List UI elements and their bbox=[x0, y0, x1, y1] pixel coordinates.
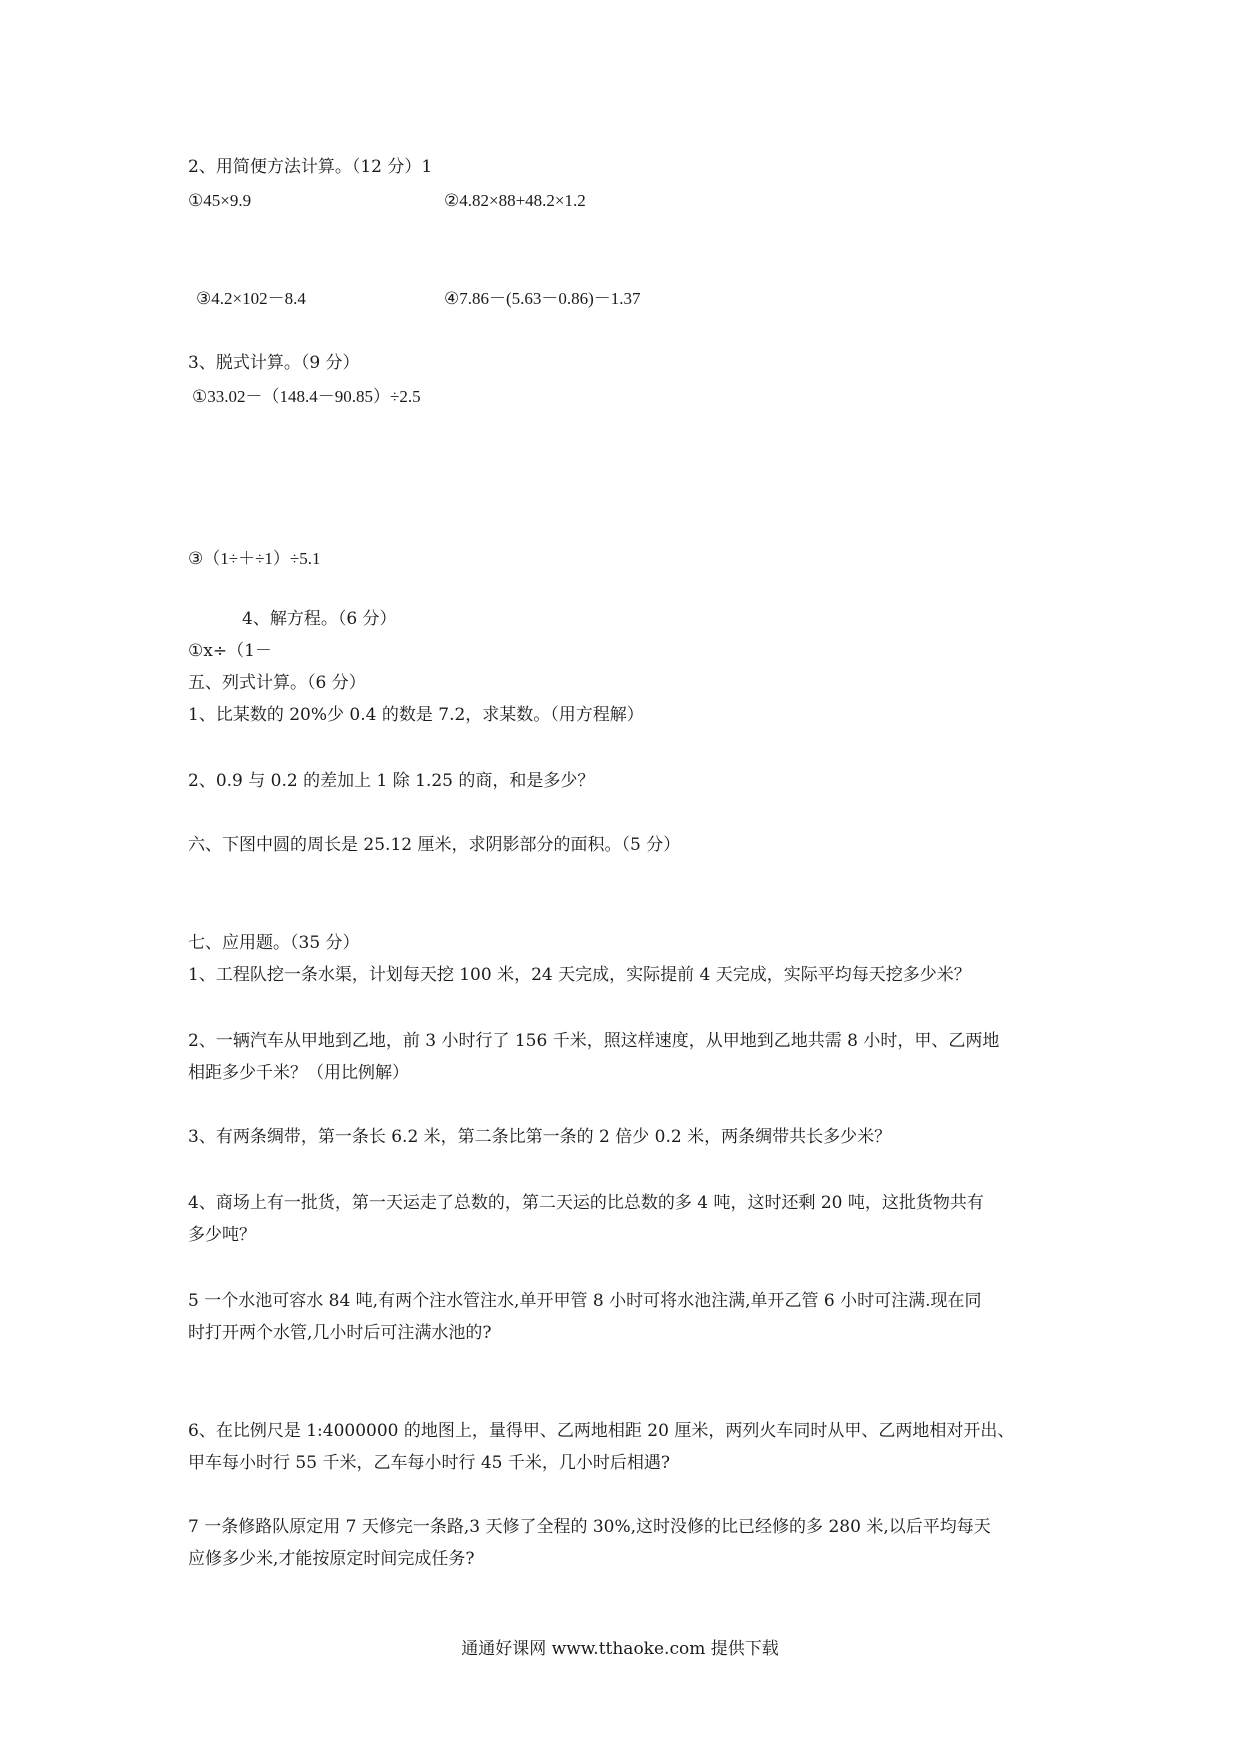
section-6-title: 六、下图中圆的周长是 25.12 厘米，求阴影部分的面积。（5 分） bbox=[188, 835, 681, 855]
section-7-question-6-line-1: 6、在比例尺是 1:4000000 的地图上，量得甲、乙两地相距 20 厘米，两列火车同时从甲、乙两地相对开出、 bbox=[188, 1421, 1015, 1441]
section-7-question-1: 1、工程队挖一条水渠，计划每天挖 100 米，24 天完成，实际提前 4 天完成，实际平均每天挖多少米？ bbox=[188, 965, 971, 985]
section-7-question-6-line-2: 甲车每小时行 55 千米，乙车每小时行 45 千米，几小时后相遇? bbox=[188, 1453, 670, 1473]
section-2-title: 2、用简便方法计算。（12 分）1 bbox=[188, 157, 433, 177]
section-2-question-4: ④7.86－(5.63－0.86)－1.37 bbox=[444, 289, 641, 308]
section-3-question-3: ③（1÷＋÷1）÷5.1 bbox=[188, 549, 321, 568]
section-7-question-7-line-1: 7 一条修路队原定用 7 天修完一条路,3 天修了全程的 30%,这时没修的比已经修的多 280 米,以后平均每天 bbox=[188, 1517, 991, 1537]
section-7-question-5-line-1: 5 一个水池可容水 84 吨,有两个注水管注水,单开甲管 8 小时可将水池注满,单开乙管 6 小时可注满.现在同 bbox=[188, 1291, 982, 1311]
section-5-title: 五、列式计算。（6 分） bbox=[188, 673, 366, 693]
footer-credit: 通通好课网 www.tthaoke.com 提供下载 bbox=[461, 1639, 779, 1659]
section-7-question-4-line-2: 多少吨？ bbox=[188, 1225, 256, 1245]
section-5-question-1: 1、比某数的 20%少 0.4 的数是 7.2，求某数。（用方程解） bbox=[188, 705, 644, 725]
section-5-question-2: 2、0.9 与 0.2 的差加上 1 除 1.25 的商，和是多少？ bbox=[188, 771, 595, 791]
section-7-question-5-line-2: 时打开两个水管,几小时后可注满水池的? bbox=[188, 1323, 492, 1343]
section-7-question-3: 3、有两条绸带，第一条长 6.2 米，第二条比第一条的 2 倍少 0.2 米，两条绸带共长多少米？ bbox=[188, 1127, 892, 1147]
section-2-question-3: ③4.2×102－8.4 bbox=[196, 289, 306, 308]
section-3-title: 3、脱式计算。（9 分） bbox=[188, 353, 360, 373]
section-7-question-2-line-2: 相距多少千米？（用比例解） bbox=[188, 1063, 409, 1083]
section-2-question-1: ①45×9.9 bbox=[188, 191, 252, 210]
section-7-title: 七、应用题。（35 分） bbox=[188, 933, 360, 953]
section-3-question-1: ①33.02－（148.4－90.85）÷2.5 bbox=[192, 387, 421, 406]
section-7-question-4-line-1: 4、商场上有一批货，第一天运走了总数的，第二天运的比总数的多 4 吨，这时还剩 20 吨，这批货物共有 bbox=[188, 1193, 984, 1213]
section-7-question-7-line-2: 应修多少米,才能按原定时间完成任务? bbox=[188, 1549, 475, 1569]
section-7-question-2-line-1: 2、一辆汽车从甲地到乙地，前 3 小时行了 156 千米，照这样速度，从甲地到乙地共需 8 小时，甲、乙两地 bbox=[188, 1031, 1000, 1051]
section-2-question-2: ②4.82×88+48.2×1.2 bbox=[444, 191, 586, 210]
section-4-title: 4、解方程。（6 分） bbox=[242, 609, 397, 629]
section-4-question-1: ①x÷（1－ bbox=[188, 641, 272, 661]
